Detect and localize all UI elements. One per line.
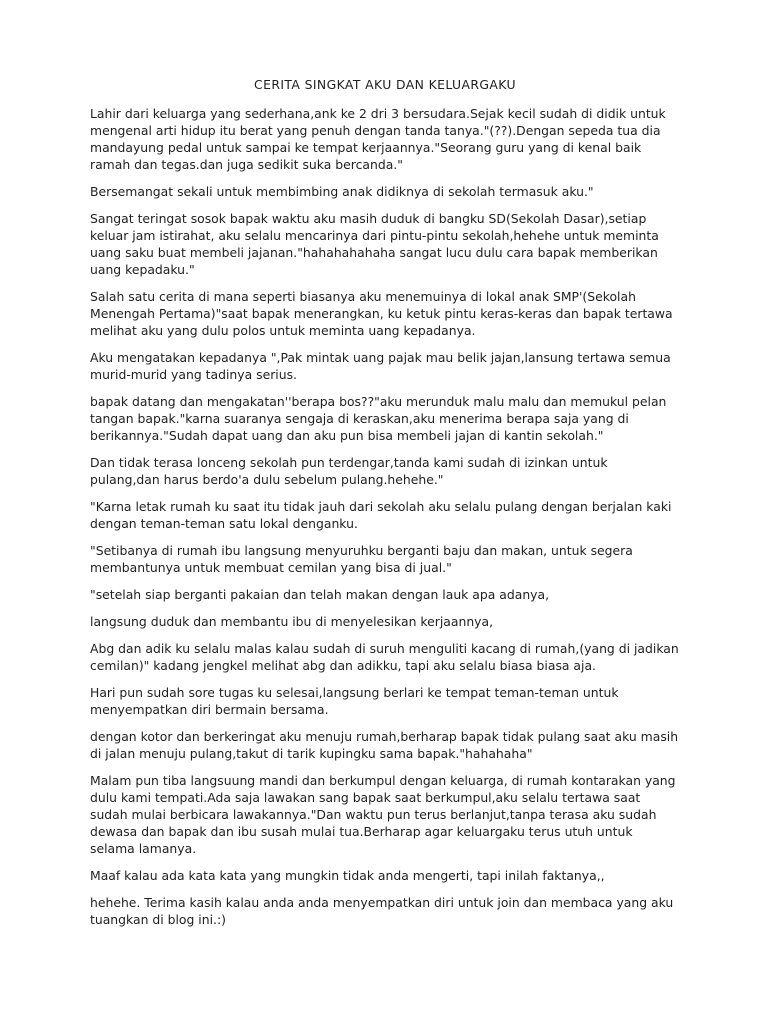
paragraph: Dan tidak terasa lonceng sekolah pun terdengar,tanda kami sudah di izinkan untuk pulang,dan harus berdo'a dulu sebelum pulang.hehehe.": [90, 455, 608, 487]
paragraph: dengan kotor dan berkeringat aku menuju rumah,berharap bapak tidak pulang saat aku masih di jalan menuju pulang,takut di tarik kupingku sama bapak."hahahaha": [90, 729, 679, 761]
paragraph: Bersemangat sekali untuk membimbing anak didiknya di sekolah termasuk aku.": [90, 184, 594, 199]
paragraph: Hari pun sudah sore tugas ku selesai,langsung berlari ke tempat teman-teman untuk menyempatkan diri bermain bersama.: [90, 685, 619, 717]
paragraph: Malam pun tiba langsuung mandi dan berkumpul dengan keluarga, di rumah kontarakan yang dulu kami tempati.Ada saja lawakan sang bapak saat berkumpul,aku selalu tertawa saat sudah mulai berbicara lawakannya."Dan waktu pun terus berlanjut,tanpa terasa aku sudah dewasa dan bapak dan ibu susah mulai tua.Berharap agar keluargaku terus utuh untuk selama lamanya.: [90, 773, 676, 856]
paragraph: Lahir dari keluarga yang sederhana,ank ke 2 dri 3 bersudara.Sejak kecil sudah di didik untuk mengenal arti hidup itu berat yang penuh dengan tanda tanya."(??).Dengan sepeda tua dia mandayung pedal untuk sampai ke tempat kerjaannya."Seorang guru yang di kenal baik ramah dan tegas.dan juga sedikit suka bercanda.": [90, 106, 666, 172]
paragraph: hehehe. Terima kasih kalau anda anda menyempatkan diri untuk join dan membaca yang aku tuangkan di blog ini.:): [90, 895, 674, 927]
paragraph: Abg dan adik ku selalu malas kalau sudah di suruh menguliti kacang di rumah,(yang di jadikan cemilan)" kadang jengkel melihat abg dan adikku, tapi aku selalu biasa biasa aja.: [90, 641, 679, 673]
paragraph: "Karna letak rumah ku saat itu tidak jauh dari sekolah aku selalu pulang dengan berjalan kaki dengan teman-teman satu lokal denganku.: [90, 499, 672, 531]
document-body: [90, 76, 680, 938]
paragraph: Sangat teringat sosok bapak waktu aku masih duduk di bangku SD(Sekolah Dasar),setiap keluar jam istirahat, aku selalu mencarinya dari pintu-pintu sekolah,hehehe untuk meminta uang saku buat membeli jajanan."hahahahahaha sangat lucu dulu cara bapak memberikan uang kepadaku.": [90, 211, 659, 277]
paragraph: langsung duduk dan membantu ibu di menyelesikan kerjaannya,: [90, 614, 494, 629]
paragraph: "setelah siap berganti pakaian dan telah makan dengan lauk apa adanya,: [90, 587, 550, 602]
paragraph: Maaf kalau ada kata kata yang mungkin tidak anda mengerti, tapi inilah faktanya,,: [90, 868, 605, 883]
document-title: CERITA SINGKAT AKU DAN KELUARGAKU: [254, 77, 516, 92]
paragraph: "Setibanya di rumah ibu langsung menyuruhku berganti baju dan makan, untuk segera membantunya untuk membuat cemilan yang bisa di jual.": [90, 543, 633, 575]
paragraph: Aku mengatakan kepadanya ",Pak mintak uang pajak mau belik jajan,lansung tertawa semua murid-murid yang tadinya serius.: [90, 350, 671, 382]
paragraph: bapak datang dan mengakatan''berapa bos??"aku merunduk malu malu dan memukul pelan tangan bapak."karna suaranya sengaja di keraskan,aku menerima berapa saja yang di berikannya."Sudah dapat uang dan aku pun bisa membeli jajan di kantin sekolah.": [90, 394, 667, 443]
paragraph: Salah satu cerita di mana seperti biasanya aku menemuinya di lokal anak SMP'(Sekolah Menengah Pertama)"saat bapak menerangkan, ku ketuk pintu keras-keras dan bapak tertawa melihat aku yang dulu polos untuk meminta uang kepadanya.: [90, 289, 673, 338]
